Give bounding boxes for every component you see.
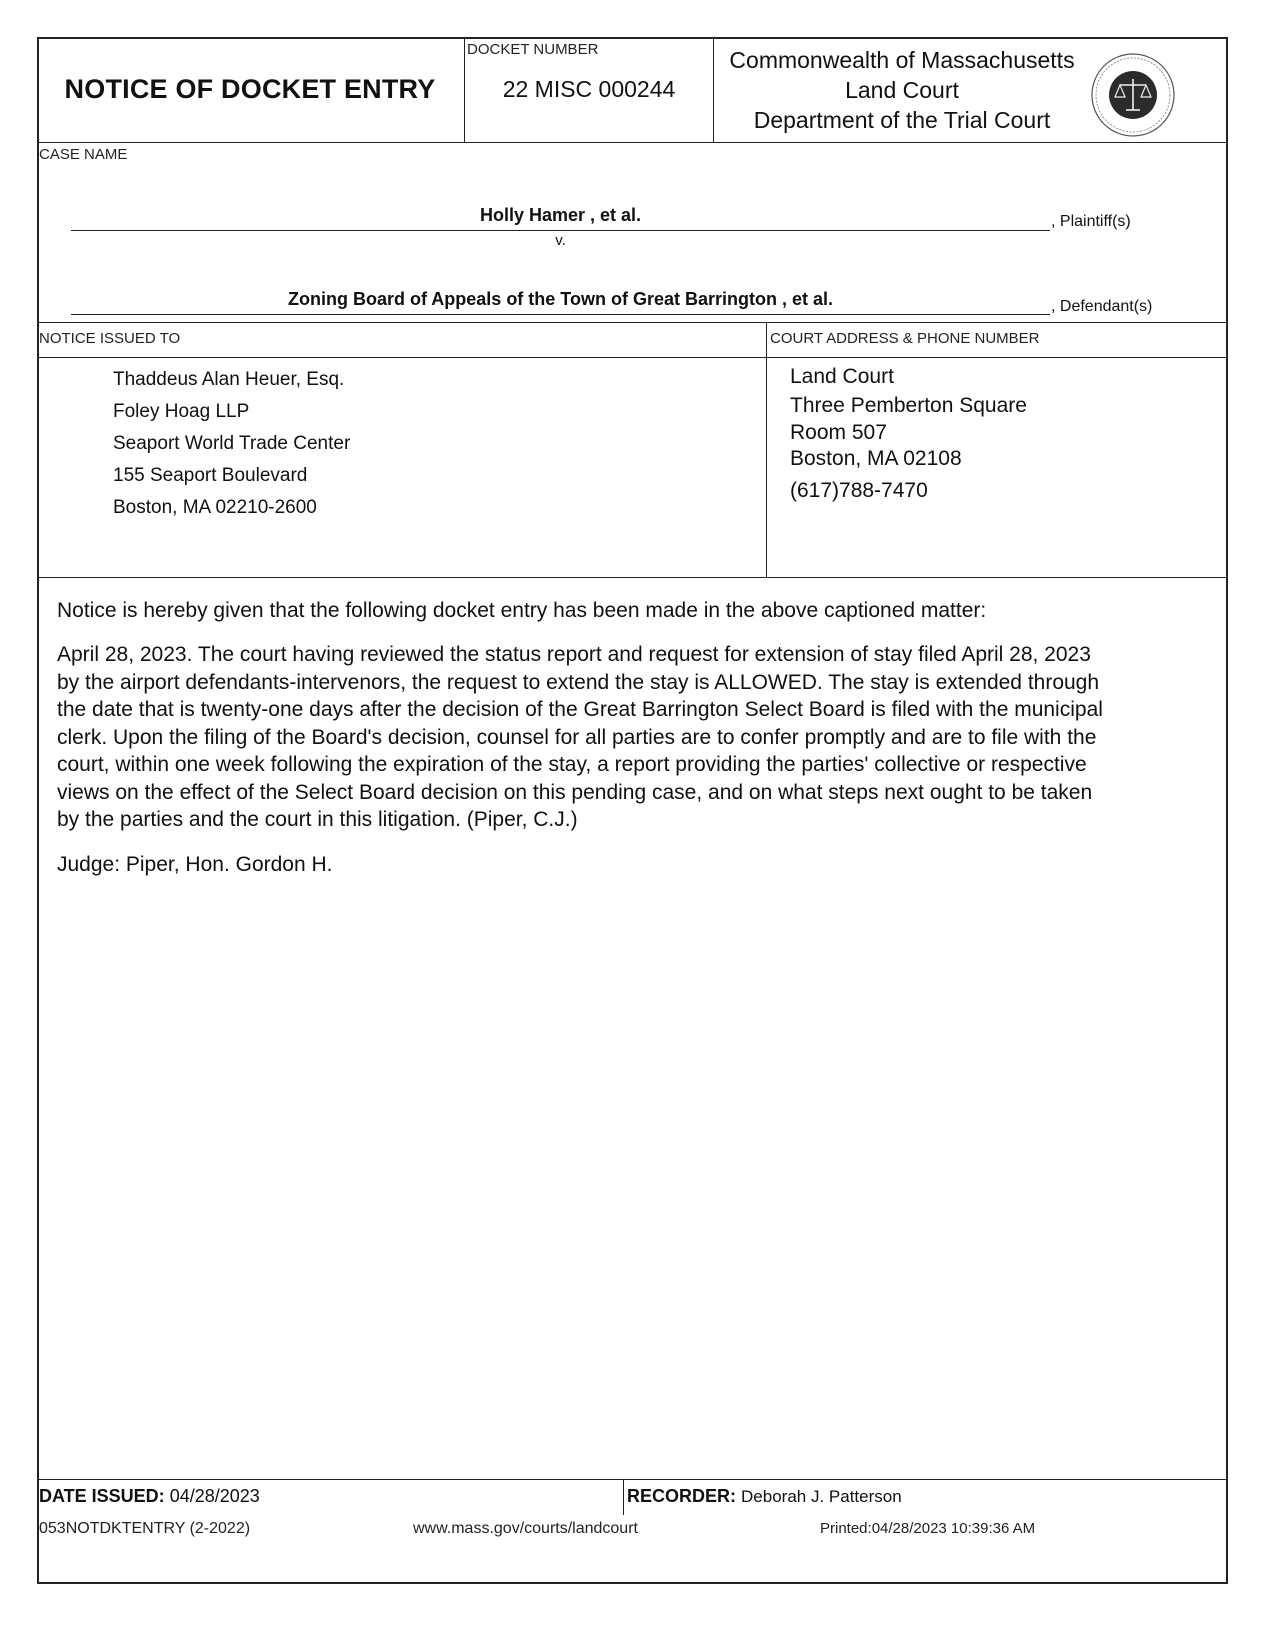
- defendant-suffix: , Defendant(s): [1051, 298, 1153, 315]
- header-divider-2: [713, 38, 714, 142]
- date-issued: [39, 1486, 260, 1507]
- entry-line: by the airport defendants-intervenors, the request to extend the stay is ALLOWED. The stay is extended through: [57, 670, 1100, 694]
- court-address-label: COURT ADDRESS & PHONE NUMBER: [770, 330, 1040, 347]
- court-address-city: Boston, MA 02108: [790, 447, 962, 470]
- address-bottom-rule: [38, 577, 1227, 578]
- recorder-value: Deborah J. Patterson: [741, 1487, 902, 1506]
- address-label-rule: [38, 357, 1227, 358]
- entry-line: clerk. Upon the filing of the Board's decision, counsel for all parties are to confer promptly and are to file with the: [57, 725, 1097, 749]
- notice-recipient-block: [113, 364, 350, 524]
- date-issued-label: DATE ISSUED:: [39, 1486, 165, 1506]
- header-divider-1: [464, 38, 465, 142]
- judge-line: Judge: Piper, Hon. Gordon H.: [57, 853, 333, 876]
- court-phone: (617)788-7470: [790, 479, 928, 502]
- plaintiff-suffix: , Plaintiff(s): [1051, 213, 1131, 230]
- entry-line: by the parties and the court in this litigation. (Piper, C.J.): [57, 808, 578, 831]
- court-seal-icon: [1090, 52, 1176, 138]
- docket-entry-text: [57, 641, 1217, 834]
- court-line-commonwealth: Commonwealth of Massachusetts: [729, 47, 1075, 73]
- entry-line: views on the effect of the Select Board decision on this pending case, and on what steps next ought to be taken: [57, 780, 1093, 804]
- court-line-department: Department of the Trial Court: [753, 107, 1051, 133]
- recorder-label: RECORDER:: [627, 1486, 737, 1506]
- court-website: www.mass.gov/courts/landcourt: [413, 1520, 638, 1537]
- recorder: [627, 1486, 902, 1507]
- court-address-name: Land Court: [790, 365, 894, 388]
- court-address-street: Three Pemberton Square: [790, 394, 1027, 417]
- footer-divider: [623, 1479, 624, 1515]
- printed-timestamp: Printed:04/28/2023 10:39:36 AM: [820, 1520, 1036, 1537]
- docket-number: 22 MISC 000244: [502, 76, 676, 102]
- entry-line: the date that is twenty-one days after the decision of the Great Barrington Select Board is filed with the municipal: [57, 698, 1103, 721]
- court-address-block: [790, 362, 1027, 505]
- recipient-address-2: 155 Seaport Boulevard: [113, 465, 308, 486]
- plaintiff-name: Holly Hamer , et al.: [479, 205, 642, 225]
- case-bottom-rule: [38, 322, 1227, 323]
- defendant-name: Zoning Board of Appeals of the Town of Great Barrington , et al.: [287, 289, 833, 309]
- date-issued-value: 04/28/2023: [169, 1486, 260, 1506]
- case-name-label: CASE NAME: [39, 146, 128, 163]
- recipient-name: Thaddeus Alan Heuer, Esq.: [113, 369, 345, 390]
- notice-intro: Notice is hereby given that the following docket entry has been made in the above captioned matter:: [57, 599, 987, 622]
- footer-top-rule: [38, 1479, 1227, 1480]
- form-code: 053NOTDKTENTRY (2-2022): [39, 1520, 251, 1537]
- recipient-city: Boston, MA 02210-2600: [113, 497, 317, 518]
- recipient-firm: Foley Hoag LLP: [113, 401, 250, 422]
- versus-label: v.: [555, 232, 566, 249]
- notice-title: NOTICE OF DOCKET ENTRY: [64, 74, 436, 104]
- docket-number-label: DOCKET NUMBER: [467, 41, 599, 58]
- recipient-address-1: Seaport World Trade Center: [113, 433, 351, 454]
- court-name-block: [716, 45, 1088, 135]
- court-address-room: Room 507: [790, 421, 887, 444]
- header-bottom-rule: [38, 142, 1227, 143]
- notice-issued-label: NOTICE ISSUED TO: [39, 330, 181, 347]
- entry-line: April 28, 2023. The court having reviewed the status report and request for extension of stay filed April 28, 2023: [57, 643, 1091, 666]
- court-line-land-court: Land Court: [845, 77, 959, 103]
- address-divider: [766, 322, 767, 578]
- entry-line: court, within one week following the expiration of the stay, a report providing the parties' collective or respective: [57, 753, 1087, 776]
